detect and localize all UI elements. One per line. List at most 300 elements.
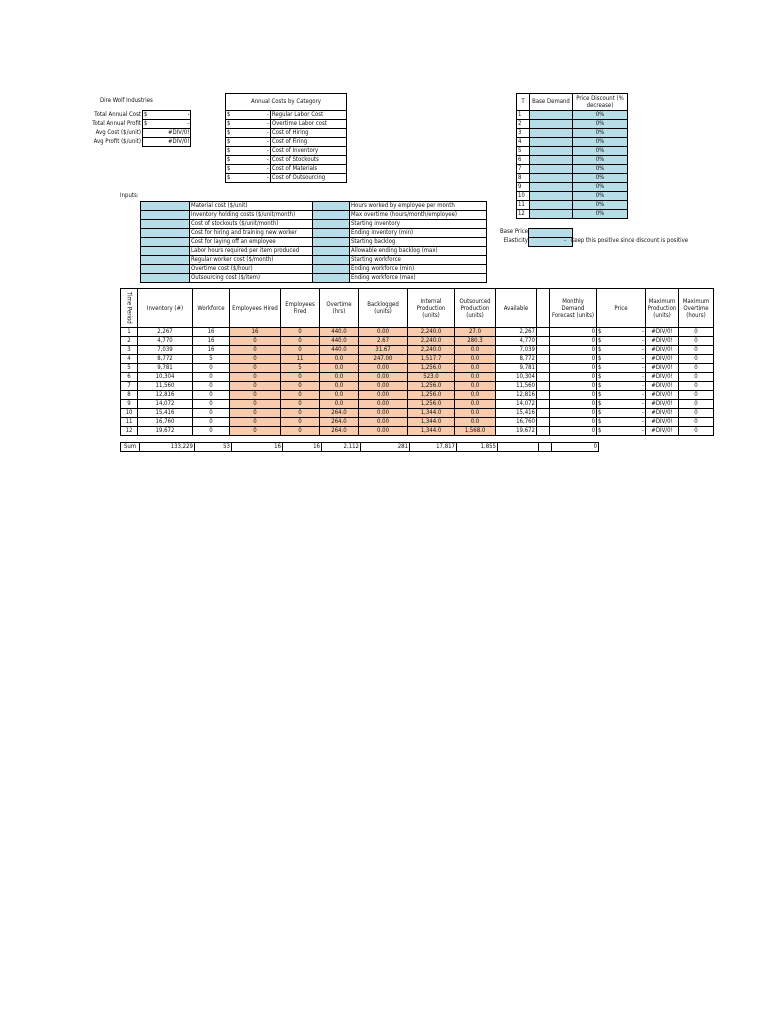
demand-row [517, 174, 628, 183]
price-value: - [642, 328, 644, 335]
table-cell: #DIV/0! [646, 418, 679, 427]
table-cell[interactable]: 0 [281, 418, 320, 427]
table-cell[interactable]: 2.67 [359, 337, 408, 346]
input-label-right: Starting workforce [350, 256, 487, 265]
table-cell: 12,816 [496, 391, 537, 400]
table-cell: 3 [121, 346, 138, 355]
table-cell: 0 [679, 418, 714, 427]
table-cell[interactable]: 1,256.0 [408, 364, 455, 373]
input-label-left: Material cost ($/unit) [190, 202, 313, 211]
cost-currency: $ [226, 138, 247, 147]
table-cell[interactable]: 0 [230, 346, 281, 355]
table-cell: #DIV/0! [646, 355, 679, 364]
table-cell[interactable]: 0.0 [320, 373, 359, 382]
base-demand-input[interactable] [530, 138, 573, 147]
price-cell [597, 364, 646, 373]
table-cell[interactable]: 0.00 [359, 400, 408, 409]
price-currency: $ [598, 364, 602, 371]
table-cell: #DIV/0! [646, 409, 679, 418]
table-row [121, 382, 714, 391]
price-value: - [642, 373, 644, 380]
price-cell [597, 328, 646, 337]
price-cell [597, 409, 646, 418]
table-cell: 11,560 [138, 382, 193, 391]
input-row [141, 220, 487, 229]
inputs-label: Inputs: [120, 192, 139, 199]
table-cell[interactable]: 0.0 [455, 382, 496, 391]
table-cell [537, 337, 550, 346]
table-cell: 14,072 [138, 400, 193, 409]
table-cell: 0 [679, 409, 714, 418]
base-demand-input[interactable] [530, 201, 573, 210]
table-row [121, 373, 714, 382]
sum-table [120, 442, 599, 452]
input-label-left: Cost for laying off an employee [190, 238, 313, 247]
table-cell[interactable]: 0 [230, 391, 281, 400]
table-cell[interactable]: 440.0 [320, 328, 359, 337]
base-demand-input[interactable] [530, 120, 573, 129]
input-value-cell[interactable] [141, 229, 190, 238]
table-cell[interactable]: 0 [230, 427, 281, 436]
table-cell[interactable]: 2,240.0 [408, 328, 455, 337]
demand-t: 7 [517, 165, 530, 174]
table-cell: 12,816 [138, 391, 193, 400]
demand-t: 10 [517, 192, 530, 201]
company-title: Dire Wolf Industries [100, 97, 153, 104]
table-cell: 0 [679, 328, 714, 337]
table-cell[interactable]: 0 [281, 427, 320, 436]
column-header: Outsourced Production (units) [455, 289, 496, 328]
table-cell: 0 [550, 400, 597, 409]
cost-label: Cost of Firing [270, 138, 346, 147]
table-cell[interactable]: 0.0 [455, 373, 496, 382]
price-value: - [642, 346, 644, 353]
input-label-left: Outsourcing cost ($/item) [190, 274, 313, 283]
input-label-right: Max overtime (hours/month/employee) [350, 211, 487, 220]
table-cell: 9 [121, 400, 138, 409]
sum-cell: 1,855 [457, 443, 498, 452]
price-discount-input[interactable]: 0% [573, 210, 628, 219]
input-label-right: Hours worked by employee per month [350, 202, 487, 211]
table-cell[interactable]: 5 [281, 364, 320, 373]
table-cell: 19,672 [496, 427, 537, 436]
demand-header-t: T [517, 94, 530, 111]
input-value-cell[interactable] [141, 256, 190, 265]
table-cell: 0 [550, 409, 597, 418]
price-cell [597, 400, 646, 409]
table-cell [537, 373, 550, 382]
table-cell[interactable]: 0 [230, 337, 281, 346]
price-value: - [642, 409, 644, 416]
demand-t: 2 [517, 120, 530, 129]
cost-currency: $ [226, 147, 247, 156]
table-cell: 0 [550, 328, 597, 337]
table-cell[interactable]: 0.00 [359, 364, 408, 373]
table-cell[interactable]: 27.0 [455, 328, 496, 337]
price-currency: $ [598, 346, 602, 353]
table-cell[interactable]: 0 [230, 373, 281, 382]
table-row [121, 328, 714, 337]
cost-currency: $ [226, 111, 247, 120]
table-cell: 0 [550, 355, 597, 364]
base-demand-input[interactable] [530, 129, 573, 138]
price-currency: $ [598, 355, 602, 362]
table-cell: 11,560 [496, 382, 537, 391]
cost-row [226, 165, 347, 174]
cost-row [226, 138, 347, 147]
table-cell [537, 382, 550, 391]
table-cell[interactable]: 264.0 [320, 427, 359, 436]
cost-value: - [247, 138, 270, 147]
demand-table [516, 93, 628, 219]
input-label-left: Overtime cost ($/hour) [190, 265, 313, 274]
summary-label: Total Annual Profit [92, 120, 141, 127]
price-discount-input[interactable]: 0% [573, 192, 628, 201]
price-currency: $ [598, 337, 602, 344]
table-cell[interactable]: 0 [281, 373, 320, 382]
table-cell: 0 [193, 382, 230, 391]
input-value-cell[interactable] [141, 220, 190, 229]
table-cell[interactable]: 0.0 [455, 409, 496, 418]
column-header: Monthly Demand Forecast (units) [550, 289, 597, 328]
table-cell[interactable]: 0 [281, 409, 320, 418]
table-cell[interactable]: 0.0 [320, 355, 359, 364]
cost-label: Cost of Materials [270, 165, 346, 174]
cost-currency: $ [226, 120, 247, 129]
input-value-cell[interactable] [313, 256, 350, 265]
price-discount-input[interactable]: 0% [573, 147, 628, 156]
table-row [121, 409, 714, 418]
table-cell[interactable]: 0.0 [455, 355, 496, 364]
price-currency: $ [598, 400, 602, 407]
table-cell: #DIV/0! [646, 382, 679, 391]
input-value-cell[interactable] [313, 202, 350, 211]
base-demand-input[interactable] [530, 165, 573, 174]
price-discount-input[interactable]: 0% [573, 129, 628, 138]
demand-row [517, 192, 628, 201]
table-cell[interactable]: 0 [281, 328, 320, 337]
input-label-left: Inventory holding costs ($/unit/month) [190, 211, 313, 220]
input-value-cell[interactable] [141, 247, 190, 256]
table-row [121, 364, 714, 373]
input-value-cell[interactable] [313, 238, 350, 247]
table-cell[interactable]: 1,344.0 [408, 418, 455, 427]
demand-t: 12 [517, 210, 530, 219]
input-value-cell[interactable] [313, 220, 350, 229]
demand-t: 6 [517, 156, 530, 165]
table-cell[interactable]: 0.0 [455, 346, 496, 355]
base-demand-input[interactable] [530, 156, 573, 165]
cost-value: - [247, 174, 270, 183]
table-cell[interactable]: 0.0 [455, 391, 496, 400]
table-cell[interactable]: 0.0 [320, 364, 359, 373]
input-label-right: Starting inventory [350, 220, 487, 229]
demand-row [517, 147, 628, 156]
input-value-cell[interactable] [141, 238, 190, 247]
cost-row [226, 147, 347, 156]
summary-value: #DIV/0! [168, 138, 190, 145]
sum-cell: 133,229 [140, 443, 195, 452]
table-cell: 0 [679, 364, 714, 373]
sum-cell: 2,112 [322, 443, 361, 452]
summary-currency [143, 138, 168, 147]
sum-cell: 17,817 [410, 443, 457, 452]
cost-label: Overtime Labor cost [270, 120, 346, 129]
table-cell[interactable]: 264.0 [320, 409, 359, 418]
table-cell: 9,781 [138, 364, 193, 373]
summary-label: Total Annual Cost [94, 111, 141, 118]
table-cell[interactable]: 2,240.0 [408, 337, 455, 346]
elasticity-input[interactable] [528, 237, 573, 247]
price-cell [597, 355, 646, 364]
input-value-cell[interactable] [141, 202, 190, 211]
table-cell: 0 [550, 337, 597, 346]
cost-row [226, 111, 347, 120]
demand-row [517, 120, 628, 129]
table-cell[interactable]: 1,568.0 [455, 427, 496, 436]
column-header: Internal Production (units) [408, 289, 455, 328]
sum-cell [498, 443, 539, 452]
summary-currency [143, 129, 168, 138]
table-cell: 2,267 [138, 328, 193, 337]
cost-label: Cost of Inventory [270, 147, 346, 156]
base-price-label: Base Price [499, 228, 528, 235]
table-cell: 0 [550, 382, 597, 391]
table-cell: #DIV/0! [646, 427, 679, 436]
table-cell[interactable]: 0.00 [359, 382, 408, 391]
summary-currency: $ [143, 111, 168, 120]
input-row [141, 274, 487, 283]
price-cell [597, 373, 646, 382]
cost-row [226, 129, 347, 138]
demand-header-base: Base Demand [530, 94, 573, 111]
price-discount-input[interactable]: 0% [573, 201, 628, 210]
table-cell[interactable]: 0.0 [320, 400, 359, 409]
demand-row [517, 138, 628, 147]
summary-value: #DIV/0! [168, 129, 190, 136]
base-demand-input[interactable] [530, 192, 573, 201]
price-cell [597, 418, 646, 427]
annual-costs-title: Annual Costs by Category [226, 94, 347, 111]
table-cell[interactable]: 0 [230, 409, 281, 418]
table-cell[interactable]: 1,344.0 [408, 409, 455, 418]
table-cell[interactable]: 0 [230, 382, 281, 391]
table-cell: #DIV/0! [646, 328, 679, 337]
demand-header-discount: Price Discount (% decrease) [573, 94, 628, 111]
table-cell[interactable]: 1,256.0 [408, 400, 455, 409]
demand-row [517, 129, 628, 138]
table-cell[interactable]: 0.00 [359, 328, 408, 337]
table-cell: 19,672 [138, 427, 193, 436]
cost-row [226, 174, 347, 183]
price-discount-input[interactable]: 0% [573, 111, 628, 120]
table-cell[interactable]: 0 [281, 391, 320, 400]
table-cell[interactable]: 0 [281, 346, 320, 355]
table-cell: #DIV/0! [646, 373, 679, 382]
input-label-right: Allowable ending backlog (max) [350, 247, 487, 256]
demand-row [517, 165, 628, 174]
price-discount-input[interactable]: 0% [573, 138, 628, 147]
table-cell: 1 [121, 328, 138, 337]
price-cell [597, 427, 646, 436]
demand-row [517, 201, 628, 210]
base-demand-input[interactable] [530, 111, 573, 120]
table-cell[interactable]: 0.0 [320, 391, 359, 400]
table-cell[interactable]: 31.67 [359, 346, 408, 355]
sum-cell: 16 [283, 443, 322, 452]
cost-label: Cost of Hiring [270, 129, 346, 138]
sum-cell: 16 [232, 443, 283, 452]
table-cell[interactable]: 11 [281, 355, 320, 364]
demand-t: 8 [517, 174, 530, 183]
table-cell[interactable]: 0.0 [320, 382, 359, 391]
base-demand-input[interactable] [530, 147, 573, 156]
table-cell [537, 400, 550, 409]
table-cell: 0 [679, 337, 714, 346]
price-value: - [642, 391, 644, 398]
table-row [121, 418, 714, 427]
table-cell[interactable]: 1,256.0 [408, 382, 455, 391]
table-cell[interactable]: 0.00 [359, 427, 408, 436]
table-cell: 16,760 [138, 418, 193, 427]
price-value: - [642, 337, 644, 344]
base-demand-input[interactable] [530, 210, 573, 219]
column-header: Employees Fired [281, 289, 320, 328]
input-value-cell[interactable] [313, 274, 350, 283]
table-cell[interactable]: 0 [230, 364, 281, 373]
cost-currency: $ [226, 156, 247, 165]
table-cell[interactable]: 0 [230, 400, 281, 409]
input-row [141, 211, 487, 220]
table-cell: 15,416 [138, 409, 193, 418]
table-row [121, 355, 714, 364]
input-row [141, 256, 487, 265]
price-currency: $ [598, 418, 602, 425]
column-header: Maximum Overtime (hours) [679, 289, 714, 328]
input-value-cell[interactable] [141, 274, 190, 283]
demand-row [517, 156, 628, 165]
input-value-cell[interactable] [141, 265, 190, 274]
table-cell: 14,072 [496, 400, 537, 409]
table-cell[interactable]: 440.0 [320, 346, 359, 355]
table-cell[interactable]: 1,517.7 [408, 355, 455, 364]
demand-row [517, 111, 628, 120]
table-cell: 0 [193, 373, 230, 382]
price-discount-input[interactable]: 0% [573, 120, 628, 129]
input-value-cell[interactable] [313, 247, 350, 256]
elasticity-label: Elasticity [503, 237, 528, 244]
table-cell[interactable]: 0 [281, 400, 320, 409]
table-cell[interactable]: 0.0 [455, 400, 496, 409]
price-cell [597, 391, 646, 400]
table-cell: 0 [193, 418, 230, 427]
table-cell[interactable]: 0 [281, 382, 320, 391]
table-cell[interactable]: 0.0 [455, 418, 496, 427]
input-value-cell[interactable] [313, 229, 350, 238]
table-cell: 10,304 [496, 373, 537, 382]
base-demand-input[interactable] [530, 174, 573, 183]
input-value-cell[interactable] [141, 211, 190, 220]
table-cell[interactable]: 523.0 [408, 373, 455, 382]
price-cell [597, 337, 646, 346]
cost-label: Cost of Stockouts [270, 156, 346, 165]
table-row [121, 427, 714, 436]
table-cell: 0 [679, 382, 714, 391]
table-cell[interactable]: 16 [230, 328, 281, 337]
summary-label: Avg Profit ($/unit) [93, 138, 141, 145]
table-cell: 16 [193, 346, 230, 355]
table-cell: 0 [193, 391, 230, 400]
table-cell[interactable]: 0 [230, 418, 281, 427]
table-cell: #DIV/0! [646, 364, 679, 373]
price-discount-input[interactable]: 0% [573, 183, 628, 192]
elasticity-dash: - [564, 237, 566, 244]
column-header: Workforce [193, 289, 230, 328]
base-demand-input[interactable] [530, 183, 573, 192]
price-currency: $ [598, 328, 602, 335]
sum-cell: Sum [121, 443, 140, 452]
demand-t: 3 [517, 129, 530, 138]
table-cell[interactable]: 0.00 [359, 409, 408, 418]
cost-label: Regular Labor Cost [270, 111, 346, 120]
table-cell[interactable]: 0.00 [359, 418, 408, 427]
cost-value: - [247, 147, 270, 156]
summary-row [88, 129, 191, 138]
summary-row [88, 138, 191, 147]
table-cell: 16 [193, 328, 230, 337]
table-cell: 0 [550, 427, 597, 436]
input-value-cell[interactable] [313, 211, 350, 220]
cost-value: - [247, 129, 270, 138]
input-value-cell[interactable] [313, 265, 350, 274]
table-cell: 0 [679, 400, 714, 409]
demand-t: 9 [517, 183, 530, 192]
price-discount-input[interactable]: 0% [573, 165, 628, 174]
cost-row [226, 156, 347, 165]
table-cell[interactable]: 440.0 [320, 337, 359, 346]
table-cell [537, 355, 550, 364]
table-cell: 2 [121, 337, 138, 346]
input-label-right: Ending workforce (min) [350, 265, 487, 274]
input-label-left: Regular worker cost ($/month) [190, 256, 313, 265]
table-cell [537, 418, 550, 427]
table-cell: 15,416 [496, 409, 537, 418]
price-discount-input[interactable]: 0% [573, 174, 628, 183]
column-header: Price [597, 289, 646, 328]
table-cell[interactable]: 0.00 [359, 391, 408, 400]
table-cell: #DIV/0! [646, 391, 679, 400]
table-cell: 6 [121, 373, 138, 382]
table-cell: 0 [193, 409, 230, 418]
table-cell[interactable]: 1,256.0 [408, 391, 455, 400]
table-cell: 8,772 [138, 355, 193, 364]
price-discount-input[interactable]: 0% [573, 156, 628, 165]
table-cell[interactable]: 264.0 [320, 418, 359, 427]
table-cell[interactable]: 2,240.0 [408, 346, 455, 355]
table-cell[interactable]: 247.00 [359, 355, 408, 364]
table-cell: 12 [121, 427, 138, 436]
table-cell[interactable]: 1,344.0 [408, 427, 455, 436]
table-cell[interactable]: 0.0 [455, 364, 496, 373]
column-header: Maximum Production (units) [646, 289, 679, 328]
table-cell [537, 427, 550, 436]
cost-label: Cost of Outsourcing [270, 174, 346, 183]
table-cell[interactable]: 0.00 [359, 373, 408, 382]
demand-t: 11 [517, 201, 530, 210]
table-cell[interactable]: 0 [230, 355, 281, 364]
table-cell[interactable]: 280.3 [455, 337, 496, 346]
table-cell[interactable]: 0 [281, 337, 320, 346]
